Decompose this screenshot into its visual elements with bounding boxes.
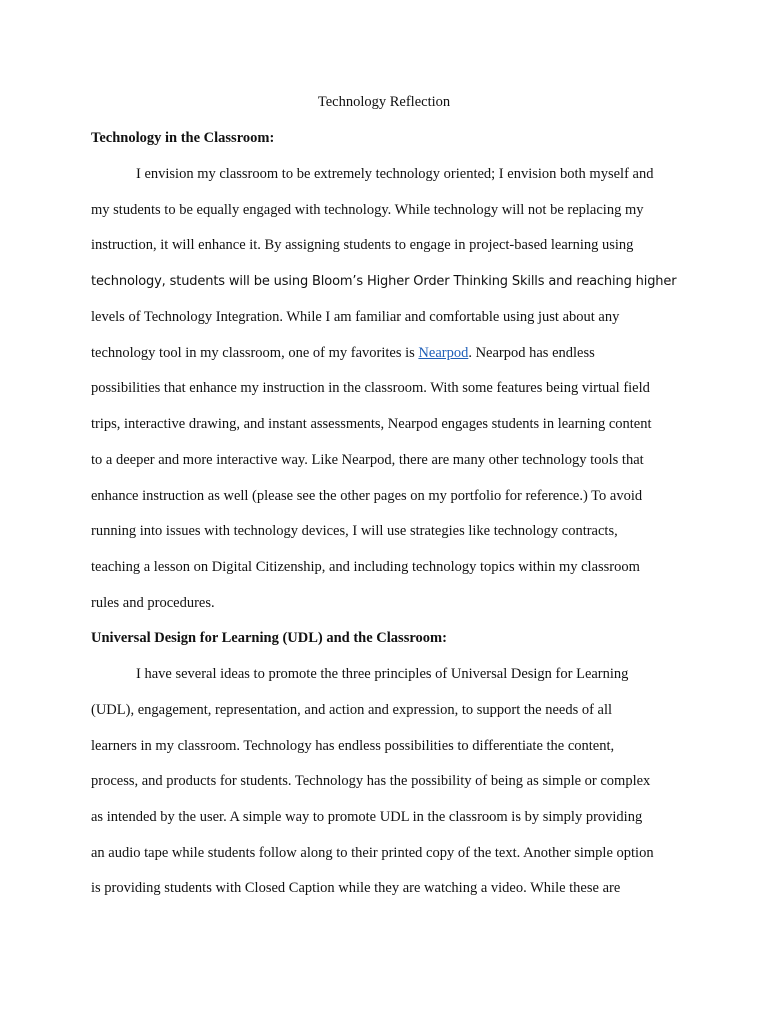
section-heading-technology: Technology in the Classroom: — [91, 130, 275, 146]
line-text-before-link: technology tool in my classroom, one of my favorites is — [91, 345, 419, 361]
line-text-after-link: . Nearpod has endless — [468, 345, 595, 361]
paragraph-line: I have several ideas to promote the three principles of Universal Design for Learning — [136, 666, 629, 682]
paragraph-line: as intended by the user. A simple way to promote UDL in the classroom is by simply providing — [91, 809, 643, 825]
paragraph-line: possibilities that enhance my instruction in the classroom. With some features being virtual field — [91, 380, 650, 396]
paragraph-line: to a deeper and more interactive way. Like Nearpod, there are many other technology tools that — [91, 452, 644, 468]
section-heading-udl: Universal Design for Learning (UDL) and the Classroom: — [91, 630, 447, 646]
paragraph-line: enhance instruction as well (please see the other pages on my portfolio for reference.) To avoid — [91, 488, 643, 504]
paragraph-line: learners in my classroom. Technology has endless possibilities to differentiate the content, — [91, 738, 615, 754]
paragraph-line: rules and procedures. — [91, 595, 215, 611]
nearpod-link[interactable]: Nearpod — [418, 345, 469, 361]
paragraph-line: teaching a lesson on Digital Citizenship, and including technology topics within my classroom — [91, 559, 640, 575]
paragraph-line: an audio tape while students follow along to their printed copy of the text. Another simple option — [91, 845, 654, 861]
paragraph-line: trips, interactive drawing, and instant assessments, Nearpod engages students in learning content — [91, 416, 652, 432]
paragraph-line-with-link — [91, 343, 595, 363]
paragraph-line: process, and products for students. Technology has the possibility of being as simple or complex — [91, 773, 651, 789]
paragraph-line: levels of Technology Integration. While I am familiar and comfortable using just about any — [91, 309, 620, 325]
paragraph-line: technology, students will be using Bloom’s Higher Order Thinking Skills and reaching higher — [91, 274, 677, 289]
document-title: Technology Reflection — [317, 94, 451, 110]
paragraph-line: I envision my classroom to be extremely technology oriented; I envision both myself and — [136, 166, 654, 182]
paragraph-line: is providing students with Closed Caption while they are watching a video. While these are — [91, 880, 621, 896]
paragraph-line: my students to be equally engaged with technology. While technology will not be replacing my — [91, 202, 644, 218]
paragraph-line: instruction, it will enhance it. By assigning students to engage in project-based learning using — [91, 237, 634, 253]
paragraph-line: (UDL), engagement, representation, and action and expression, to support the needs of all — [91, 702, 613, 718]
paragraph-line: running into issues with technology devices, I will use strategies like technology contracts, — [91, 523, 618, 539]
